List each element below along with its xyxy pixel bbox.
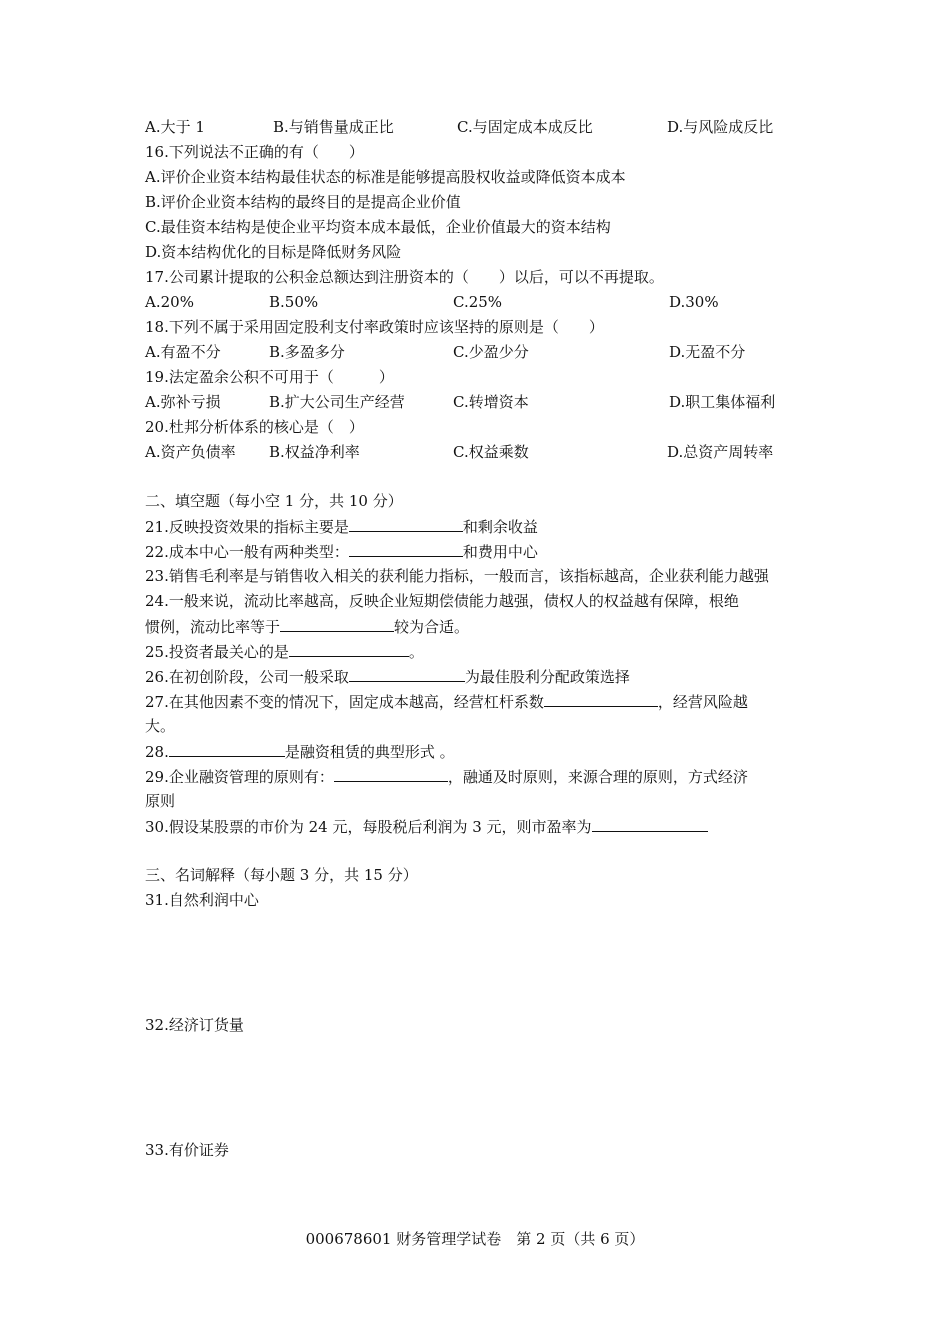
q24-line-1: 24.一般来说，流动比率越高，反映企业短期偿债能力越强，债权人的权益越有保障，根绝 [145, 592, 739, 610]
q24-answer-blank[interactable] [280, 614, 394, 632]
q25 [145, 639, 810, 664]
q32: 32.经济订货量 [145, 1016, 244, 1034]
q18-option-b: B.多盈多分 [269, 343, 345, 361]
q26-text-before: 26.在初创阶段，公司一般采取 [145, 668, 349, 686]
q25-text-after: 。 [408, 643, 424, 661]
q28-answer-blank[interactable] [169, 739, 285, 757]
q20-option-a: A.资产负债率 [145, 443, 236, 461]
q18-option-a: A.有盈不分 [145, 343, 221, 361]
q24-line-2 [145, 614, 810, 639]
q17-option-c: C.25% [453, 293, 503, 311]
q30-text-before: 30.假设某股票的市价为 24 元，每股税后利润为 3 元，则市盈率为 [145, 818, 592, 836]
q22 [145, 539, 810, 564]
q15-option-a: A.大于 1 [145, 118, 205, 136]
q29-line-2: 原则 [145, 792, 176, 810]
q26-text-after: 为最佳股利分配政策选择 [464, 668, 630, 686]
q18-option-d: D.无盈不分 [669, 343, 746, 361]
q21-answer-blank[interactable] [349, 514, 463, 532]
q23: 23.销售毛利率是与销售收入相关的获利能力指标，一般而言，该指标越高，企业获利能力越强 [145, 567, 769, 585]
q29-line-1 [145, 764, 810, 789]
q20-option-c: C.权益乘数 [453, 443, 529, 461]
q28 [145, 739, 810, 764]
q22-answer-blank[interactable] [349, 539, 463, 557]
q30 [145, 814, 810, 839]
q17-stem: 17.公司累计提取的公积金总额达到注册资本的（ ）以后，可以不再提取。 [145, 268, 664, 286]
q27-answer-blank[interactable] [544, 689, 658, 707]
q21 [145, 514, 810, 539]
section-2-title: 二、填空题（每小空 1 分，共 10 分） [145, 492, 403, 510]
q20-options [145, 440, 810, 465]
q28-number: 28. [145, 743, 169, 761]
q16-option-c: C.最佳资本结构是使企业平均资本成本最低，企业价值最大的资本结构 [145, 218, 611, 236]
q29-answer-blank[interactable] [334, 764, 448, 782]
q27-line-2: 大。 [145, 717, 176, 735]
q16-stem: 16.下列说法不正确的有（ ） [145, 143, 364, 161]
q15-option-b: B.与销售量成正比 [273, 118, 394, 136]
q17-option-a: A.20% [145, 293, 194, 311]
q28-text-after: 是融资租赁的典型形式 。 [284, 743, 455, 761]
q31: 31.自然利润中心 [145, 891, 259, 909]
q17-options [145, 290, 810, 315]
q16-option-a: A.评价企业资本结构最佳状态的标准是能够提高股权收益或降低资本成本 [145, 168, 626, 186]
section-3-title: 三、名词解释（每小题 3 分，共 15 分） [145, 866, 418, 884]
q19-options [145, 390, 810, 415]
q20-stem: 20.杜邦分析体系的核心是（ ） [145, 418, 364, 436]
q29-text-before: 29.企业融资管理的原则有： [145, 768, 334, 786]
q16-option-d: D.资本结构优化的目标是降低财务风险 [145, 243, 402, 261]
q24-text-before: 惯例，流动比率等于 [145, 618, 281, 636]
q18-option-c: C.少盈少分 [453, 343, 529, 361]
q18-options [145, 340, 810, 365]
q26-answer-blank[interactable] [349, 664, 465, 682]
q19-option-c: C.转增资本 [453, 393, 529, 411]
q27-text-before: 27.在其他因素不变的情况下，固定成本越高，经营杠杆系数 [145, 693, 544, 711]
q27-text-after: ，经营风险越 [657, 693, 748, 711]
q33: 33.有价证券 [145, 1141, 229, 1159]
q22-text-before: 22.成本中心一般有两种类型： [145, 543, 349, 561]
q19-option-a: A.弥补亏损 [145, 393, 221, 411]
q21-text-before: 21.反映投资效果的指标主要是 [145, 518, 349, 536]
q27-line-1 [145, 689, 810, 714]
q15-options [145, 115, 810, 140]
q18-stem: 18.下列不属于采用固定股利支付率政策时应该坚持的原则是（ ） [145, 318, 604, 336]
q29-text-after: ，融通及时原则，来源合理的原则，方式经济 [447, 768, 748, 786]
q15-option-c: C.与固定成本成反比 [457, 118, 593, 136]
q17-option-b: B.50% [269, 293, 319, 311]
q19-option-b: B.扩大公司生产经营 [269, 393, 405, 411]
q19-option-d: D.职工集体福利 [669, 393, 776, 411]
q20-option-d: D.总资产周转率 [667, 443, 774, 461]
q19-stem: 19.法定盈余公积不可用于（ ） [145, 368, 394, 386]
q16-option-b: B.评价企业资本结构的最终目的是提高企业价值 [145, 193, 461, 211]
page-footer: 000678601 财务管理学试卷 第 2 页（共 6 页） [305, 1230, 645, 1248]
q15-option-d: D.与风险成反比 [667, 118, 774, 136]
q21-text-after: 和剩余收益 [462, 518, 538, 536]
q17-option-d: D.30% [669, 293, 719, 311]
q25-text-before: 25.投资者最关心的是 [145, 643, 289, 661]
q20-option-b: B.权益净利率 [269, 443, 360, 461]
q22-text-after: 和费用中心 [462, 543, 538, 561]
q26 [145, 664, 810, 689]
q24-text-after: 较为合适。 [394, 618, 470, 636]
q25-answer-blank[interactable] [289, 639, 409, 657]
q30-answer-blank[interactable] [592, 814, 708, 832]
